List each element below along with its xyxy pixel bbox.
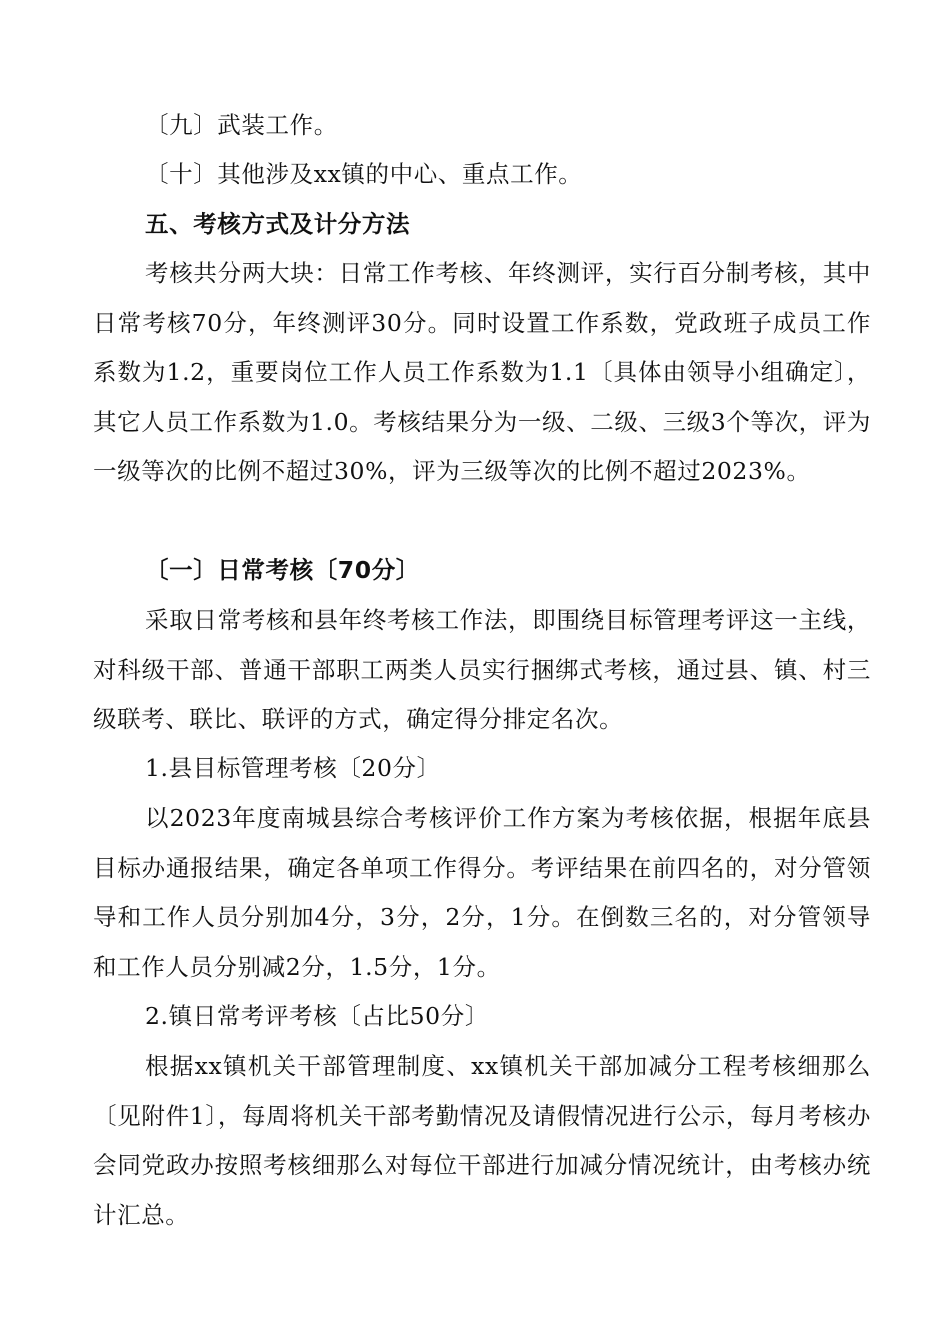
section-heading: 五、考核方式及计分方法 [145, 210, 411, 238]
item-2-heading: 2.镇日常考评考核〔占比50分〕 [145, 1002, 489, 1030]
section-intro-paragraph: 考核共分两大块：日常工作考核、年终测评，实行百分制考核，其中日常考核70分，年终测评30分。同时设置工作系数，党政班子成员工作系数为1.2，重要岗位工作人员工作系数为1.1〔具体由领导小组确定〕，其它人员工作系数为1.0。考核结果分为一级、二级、三级3个等次，评为一级等次的比例不超过30%，评为三级等次的比例不超过2023%。 [93, 259, 871, 485]
list-item-10: 〔十〕其他涉及xx镇的中心、重点工作。 [145, 160, 583, 188]
subsection-intro-paragraph: 采取日常考核和县年终考核工作法，即围绕目标管理考评这一主线，对科级干部、普通干部职工两类人员实行捆绑式考核，通过县、镇、村三级联考、联比、联评的方式，确定得分排定名次。 [93, 606, 871, 733]
item-1-heading: 1.县目标管理考核〔20分〕 [145, 754, 441, 782]
item-2-body: 根据xx镇机关干部管理制度、xx镇机关干部加减分工程考核细那么〔见附件1〕，每周将机关干部考勤情况及请假情况进行公示，每月考核办会同党政办按照考核细那么对每位干部进行加减分情况统计，由考核办统计汇总。 [93, 1052, 871, 1229]
item-1-body: 以2023年度南城县综合考核评价工作方案为考核依据，根据年底县目标办通报结果，确定各单项工作得分。考评结果在前四名的，对分管领导和工作人员分别加4分，3分，2分，1分。在倒数三名的，对分管领导和工作人员分别减2分，1.5分，1分。 [93, 804, 871, 981]
subsection-heading: 〔一〕日常考核〔70分〕 [145, 556, 420, 584]
list-item-9: 〔九〕武装工作。 [145, 111, 338, 139]
